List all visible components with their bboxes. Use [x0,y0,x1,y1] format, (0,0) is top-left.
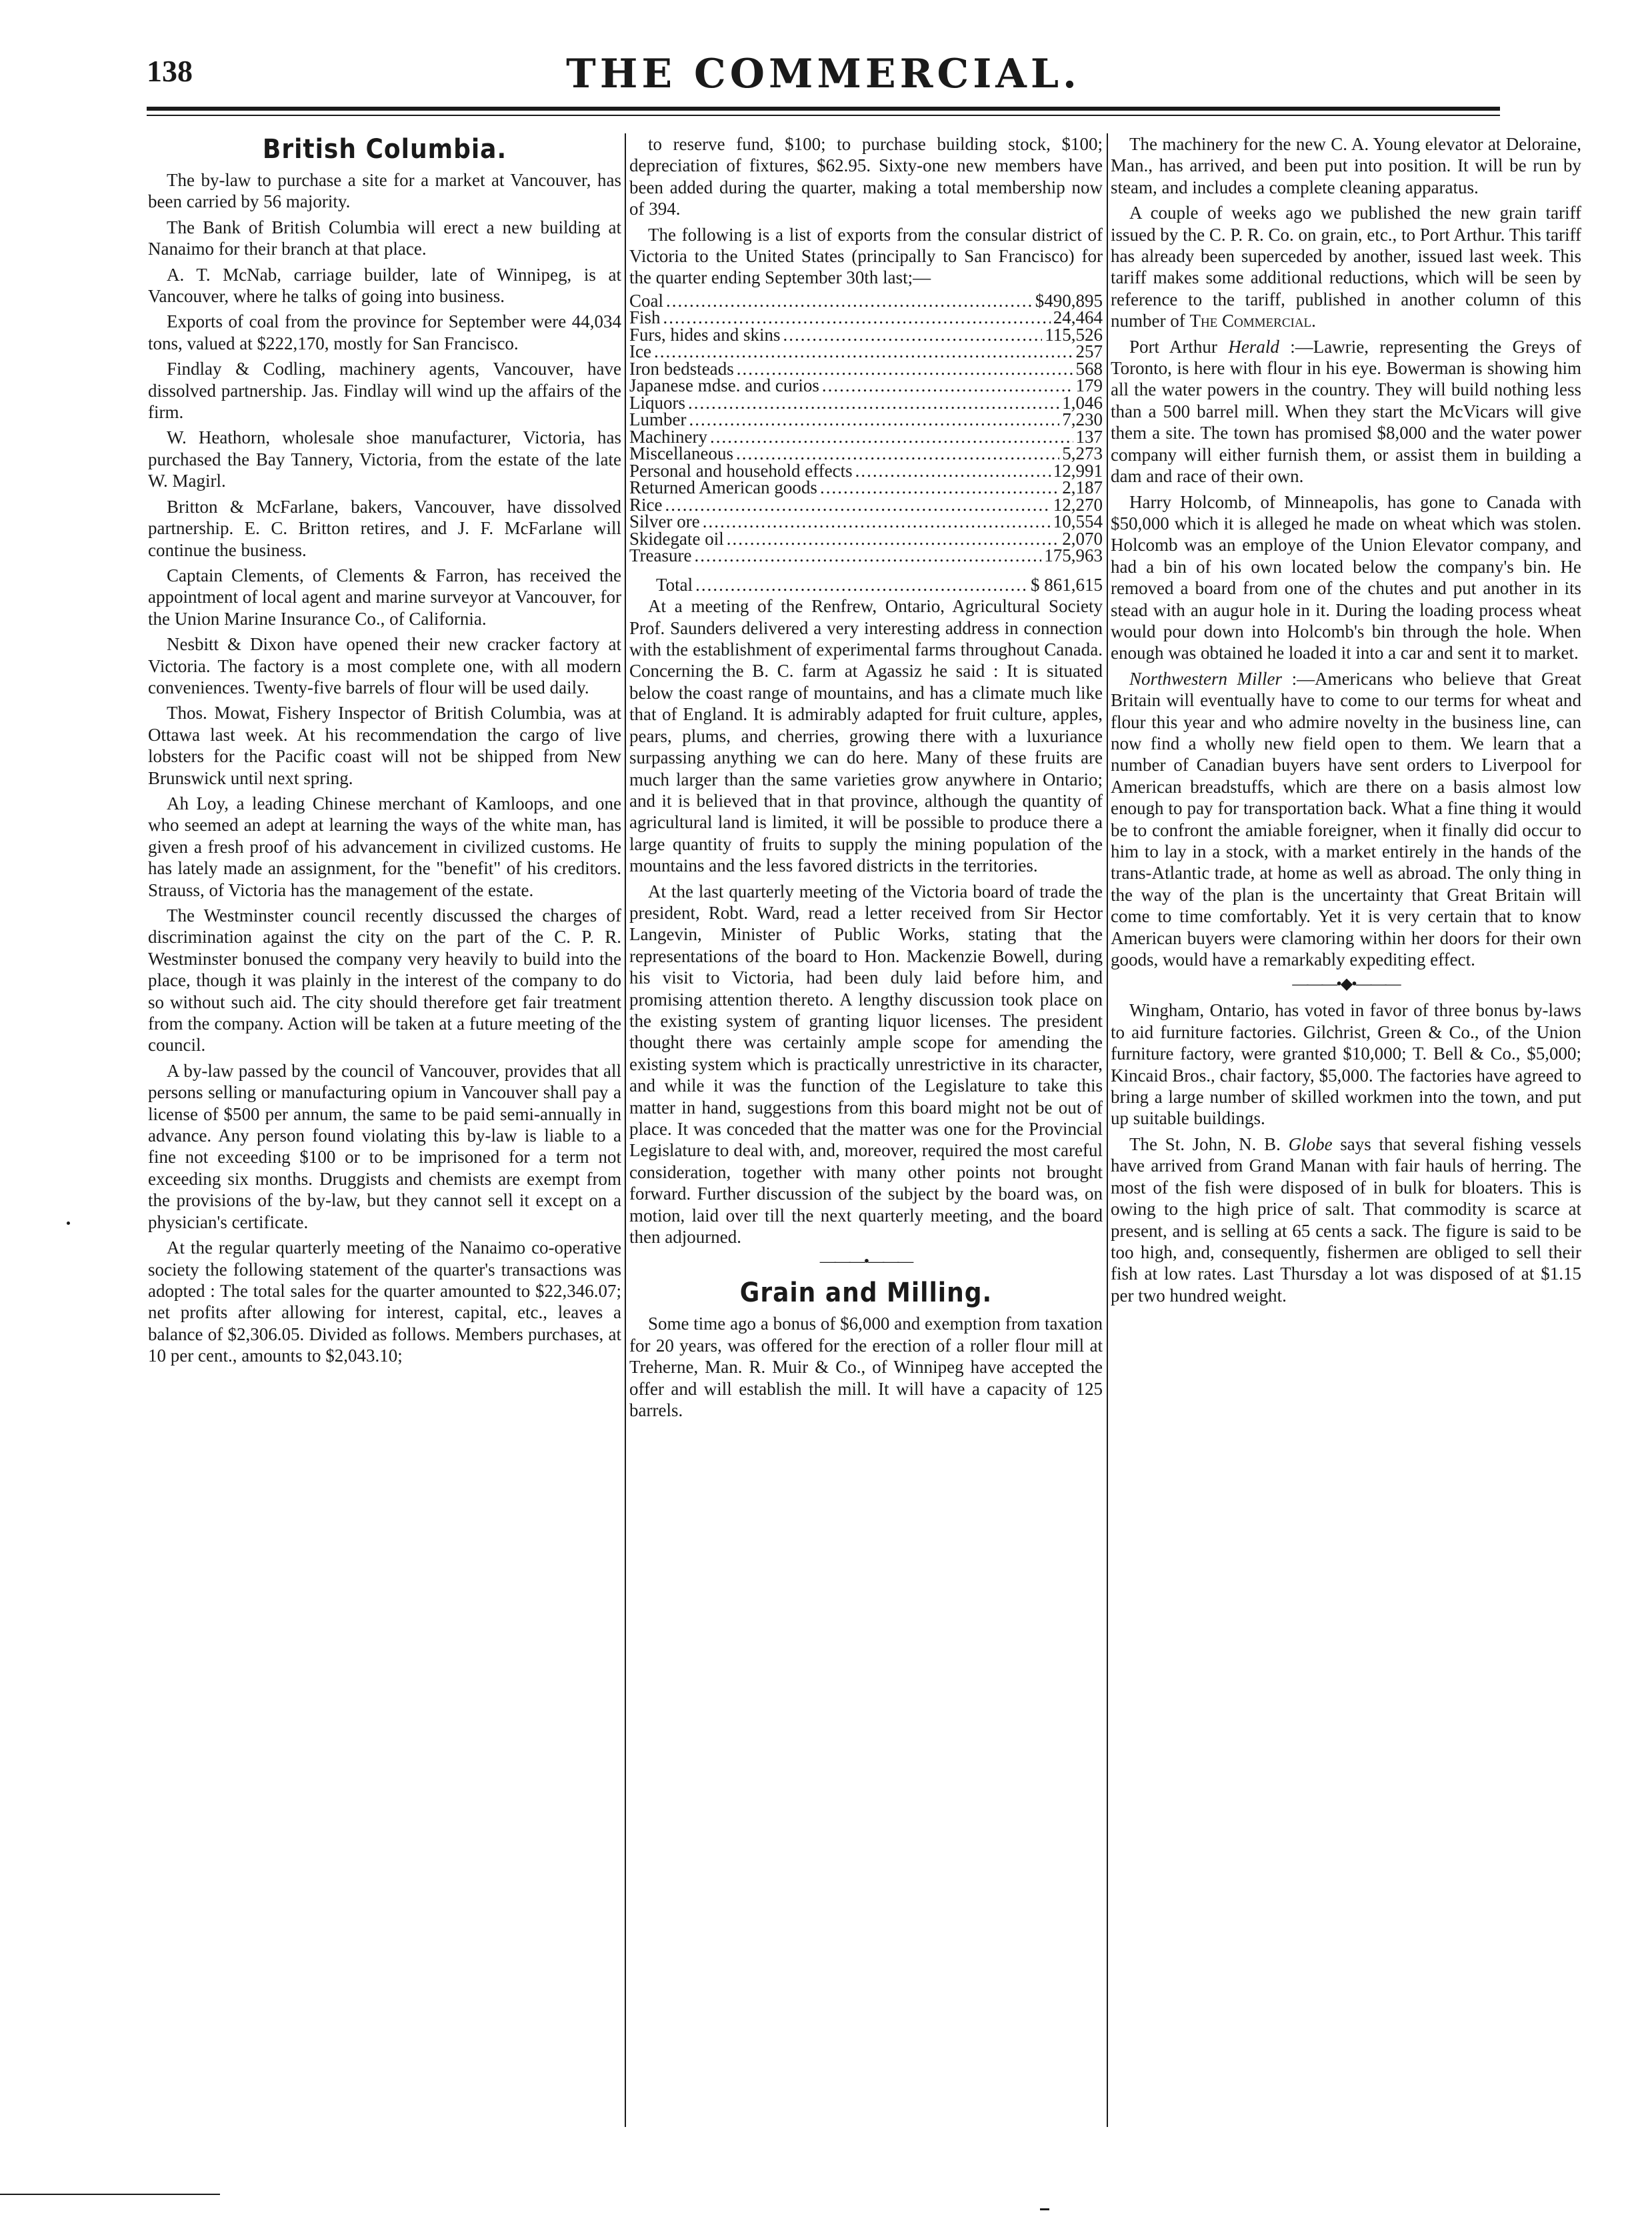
leader-dots [822,377,1073,395]
article-paragraph: to reserve fund, $100; to purchase building stock, $100; depreciation of fixtures, $62.95. Sixty-one new members have been added during the quarter, making a total membership now of 394. [629,134,1103,219]
leader-dots [688,395,1059,412]
export-item: Furs, hides and skins [629,324,781,345]
leader-dots [665,497,1050,514]
export-value: 2,070 [1062,528,1103,549]
export-value: 137 [1075,426,1103,447]
exports-total-value: $ 861,615 [1031,574,1103,595]
leader-dots [695,547,1042,565]
export-item: Lumber [629,409,687,430]
exports-row [629,377,1103,395]
export-value: 12,270 [1053,494,1103,515]
leader-dots [855,463,1051,480]
column-3 [1111,133,1581,2140]
article-paragraph: The St. John, N. B. Globe says that several fishing vessels have arrived from Grand Manan with fair hauls of herring. The most of the fish were disposed of in bulk for bloaters. This is owing to the high price of salt. That commodity is scarce at present, and is selling at 65 cents a sack. The figure is said to be too high, and, consequently, fishermen are obliged to sell their fish at low rates. Last Thursday a lot was disposed of at $1.15 per two hundred weight. [1111,1134,1581,1306]
exports-total-row [629,574,1103,595]
article-paragraph: A couple of weeks ago we published the new grain tariff issued by the C. P. R. Co. on grain, etc., to Port Arthur. This tariff has already been superceded by another, issued last week. This tariff makes some additional reductions, which will be seen by reference to the tariff, published in another column of this number of The Commercial. [1111,203,1581,331]
export-value: 115,526 [1045,324,1103,345]
article-paragraph: A. T. McNab, carriage builder, late of Winnipeg, is at Vancouver, where he talks of going into business. [148,264,621,307]
export-item: Returned American goods [629,477,817,498]
article-paragraph: Thos. Mowat, Fishery Inspector of British Columbia, was at Ottawa last week. At his recommendation the cargo of live lobsters for the Pacific coast will not be shipped from New Brunswick until next spring. [148,703,621,788]
export-item: Japanese mdse. and curios [629,375,819,396]
exports-row [629,479,1103,497]
export-item: Personal and household effects [629,460,853,481]
section-heading-british-columbia: British Columbia. [262,134,507,165]
margin-speck [67,1222,70,1225]
leader-dots [820,479,1059,497]
export-item: Rice [629,494,663,515]
leader-dots [695,574,1028,595]
export-item: Treasure [629,545,692,566]
grain-articles [629,1313,1103,1421]
leader-dots [666,293,1033,310]
section-heading-grain-and-milling: Grain and Milling. [739,1278,993,1309]
article-paragraph: Exports of coal from the province for September were 44,034 tons, valued at $222,170, mostly for San Francisco. [148,311,621,353]
leader-dots [710,429,1073,446]
exports-total-label: Total [656,574,693,595]
british-columbia-articles [148,169,621,1367]
export-value: 12,991 [1053,460,1103,481]
export-value: 179 [1075,375,1103,396]
article-paragraph: Port Arthur Herald :—Lawrie, representing the Greys of Toronto, is here with flour in his eye. Bowerman is showing him all the water powers in the country. They will build nothing less than a 500 barrel mill. When they start the McVicars will give them a site. The town has promised $8,000 and the water power company will either furnish them, or assist them in building a dam and race of their own. [1111,336,1581,487]
article-paragraph: Northwestern Miller :—Americans who believe that Great Britain will eventually have to come to our terms for wheat and flour this year and who admire novelty in the business line, can now find a wholly new field open to them. We learn that a number of Canadian buyers have sent orders to Liverpool for American breadstuffs, which are there on a basis almost low enough to pay for transportation back. What a fine thing it would be to confront the amiable foreigner, when it finally did occur to him to lay in a stock, with a market entirely in the hands of the trans-Atlantic trade, at home as well as abroad. The only thing in the way of the plan is the uncertainty that Great Britain will come to time comfortably. Yet it is very certain that to know American buyers were clamoring within her doors for their own goods, would have a remarkably expediting effect. [1111,668,1581,970]
column-divider [625,133,626,2127]
article-paragraph: Nesbitt & Dixon have opened their new cracker factory at Victoria. The factory is a most complete one, with all modern conveniences. Twenty-five barrels of flour will be used daily. [148,634,621,697]
export-item: Coal [629,290,663,311]
export-value: 7,230 [1062,409,1103,430]
column-2-articles [629,595,1103,1248]
section-ornament: ———•◆•——— [1292,975,1400,993]
source-citation: Northwestern Miller [1129,668,1283,689]
section-ornament: ———•——— [819,1253,913,1271]
export-value: 5,273 [1062,443,1103,464]
header-rule-thick [147,107,1500,111]
article-paragraph: Wingham, Ontario, has voted in favor of three bonus by-laws to aid furniture factories. Gilchrist, Green & Co., of the Union furniture factory, were granted $10,000; T. Bell & Co., $5,000; Kincaid Bros., chair factory, $5,000. The factories have agreed to bring a large number of skilled workmen into the town, and put up suitable buildings. [1111,1000,1581,1129]
export-item: Liquors [629,392,685,413]
article-paragraph: Some time ago a bonus of $6,000 and exemption from taxation for 20 years, was offered for the erection of a roller flour mill at Treherne, Man. R. Muir & Co., of Winnipeg have accepted the offer and will establish the mill. It will have a capacity of 125 barrels. [629,1314,1103,1421]
export-value: 568 [1075,358,1103,379]
leader-dots [727,531,1060,548]
article-paragraph: The by-law to purchase a site for a market at Vancouver, has been carried by 56 majority. [148,170,621,212]
footer-rule [0,2194,220,2195]
export-value: 257 [1075,341,1103,362]
export-value: $490,895 [1035,290,1103,311]
leader-dots [783,327,1043,344]
article-paragraph: A by-law passed by the council of Vancouver, provides that all persons selling or manufacturing opium in Vancouver shall pay a license of $500 per annum, the same to be paid semi-annually in advance. Any person found violating this by-law is liable to a fine not exceeding $100 or to be imprisoned for a term not exceeding six months. Druggists and chemists are exempt from the provisions of the by-law, but they cannot sell it except on a physician's certificate. [148,1060,621,1232]
publication-title: THE COMMERCIAL. [566,51,1081,97]
leader-dots [689,411,1059,429]
export-item: Skidegate oil [629,528,724,549]
article-paragraph: Ah Loy, a leading Chinese merchant of Kamloops, and one who seemed an adept at learning the ways of the white man, has given a fresh proof of his advancement in civilized customs. He has lately made an assignment, for the "benefit" of his creditors. Strauss, of Victoria has the management of the estate. [148,793,621,900]
article-paragraph: At the last quarterly meeting of the Victoria board of trade the president, Robt. Ward, read a letter received from Sir Hector Langevin, Minister of Public Works, stating that the representations of the board to Hon. Mackenzie Bowell, during his visit to Victoria, had been duly laid before him, and promising attention thereto. A lengthy discussion took place on the existing system of granting liquor licenses. The president thought there was certainly ample scope for amending the existing system which is practically unrestrictive in its character, and while it was the function of the Legislature to take this matter in hand, suggestions from this board might not be out of place. It was conceded that the matter was one for the Provincial Legislature to deal with, and, moreover, required the most careful consideration, together with many other points not brought forward. Further discussion of the subject by the board was, on motion, laid over till the next quarterly meeting, and the board then adjourned. [629,881,1103,1248]
masthead [147,53,1500,107]
article-paragraph: At the regular quarterly meeting of the Nanaimo co-operative society the following statement of the quarter's transactions was adopted : The total sales for the quarter amounted to $22,346.07; net profits after allowing for interest, capital, etc., leaves a balance of $2,306.05. Divided as follows. Members purchases, at 10 per cent., amounts to $2,043.10; [148,1238,621,1366]
publication-reference: The Commercial. [1189,311,1316,331]
article-paragraph: Findlay & Codling, machinery agents, Vancouver, have dissolved partnership. Jas. Findlay will wind up the affairs of the firm. [148,359,621,423]
export-item: Miscellaneous [629,443,733,464]
exports-row [629,547,1103,565]
article-paragraph: The machinery for the new C. A. Young elevator at Deloraine, Man., has arrived, and been put into position. It will be run by steam, and includes a complete cleaning apparatus. [1111,134,1581,197]
column-divider [1107,133,1108,2127]
article-paragraph: Captain Clements, of Clements & Farron, has received the appointment of local agent and marine surveyor at Vancouver, for the Union Marine Insurance Co., of California. [148,565,621,629]
exports-table [629,290,1103,566]
export-item: Silver ore [629,511,700,532]
column-2 [629,133,1103,2140]
column-1 [148,133,621,2140]
article-paragraph: The following is a list of exports from the consular district of Victoria to the United States (principally to San Francisco) for the quarter ending September 30th last;— [629,224,1103,288]
exports-row [629,528,1103,549]
export-item: Fish [629,307,661,328]
export-value: 175,963 [1044,545,1103,566]
article-paragraph: At a meeting of the Renfrew, Ontario, Agricultural Society Prof. Saunders delivered a very interesting address in connection with the establishment of experimental farms throughout Canada. Concerning the B. C. farm at Agassiz he said : It is situated below the coast range of mountains, and has a climate much like that of England. It is admirably adapted for fruit culture, apples, pears, plums, and cherries, growing there with a luxuriance surpassing anything we can do here. Many of these fruits are much larger than the same varieties grow anywhere in Ontario; and it is believed that in that province, although the quantity of agricultural land is limited, it will be possible to produce there a large quantity of fruits to supply the mining population of the mountains and the less favored districts in the territories. [629,596,1103,876]
source-citation: Herald [1228,336,1279,357]
exports-row [629,392,1103,413]
exports-intro [629,133,1103,289]
export-item: Ice [629,341,651,362]
article-paragraph: The Bank of British Columbia will erect a new building at Nanaimo for their branch at that place. [148,217,621,259]
exports-row [629,324,1103,345]
export-item: Iron bedsteads [629,358,734,379]
article-paragraph: Britton & McFarlane, bakers, Vancouver, have dissolved partnership. E. C. Britton retires, and J. F. McFarlane will continue the business. [148,496,621,560]
leader-dots [703,513,1051,531]
export-value: 10,554 [1053,511,1103,532]
article-paragraph: W. Heathorn, wholesale shoe manufacturer, Victoria, has purchased the Bay Tannery, Victoria, from the estate of the late W. Magirl. [148,427,621,491]
export-value: 24,464 [1053,307,1103,328]
source-citation: Globe [1288,1134,1333,1154]
footer-mark [1040,2208,1049,2210]
article-paragraph: The Westminster council recently discussed the charges of discrimination against the city on the part of the C. P. R. Westminster bonused the company very heavily to build into the place, though it was plainly in the interest of the company to do so without such aid. The city should therefore get fair treatment from the company. Action will be taken at a future meeting of the council. [148,905,621,1055]
article-paragraph: Harry Holcomb, of Minneapolis, has gone to Canada with $50,000 which it is alleged he made on wheat which was stolen. Holcomb was an employe of the Union Elevator company, and had a bin of his own located below the company's bin. He removed a board from one of the chutes and put another in its stead with an augur hole in it. During the loading process wheat would pour down into Holcomb's bin through the hole. When enough was obtained he loaded it into a car and sent it to market. [1111,491,1581,663]
page-number: 138 [147,54,193,88]
export-value: 1,046 [1062,392,1103,413]
export-item: Machinery [629,426,707,447]
exports-row [629,494,1103,515]
export-value: 2,187 [1062,477,1103,498]
exports-row [629,290,1103,311]
header-rule-thin [147,115,1500,116]
